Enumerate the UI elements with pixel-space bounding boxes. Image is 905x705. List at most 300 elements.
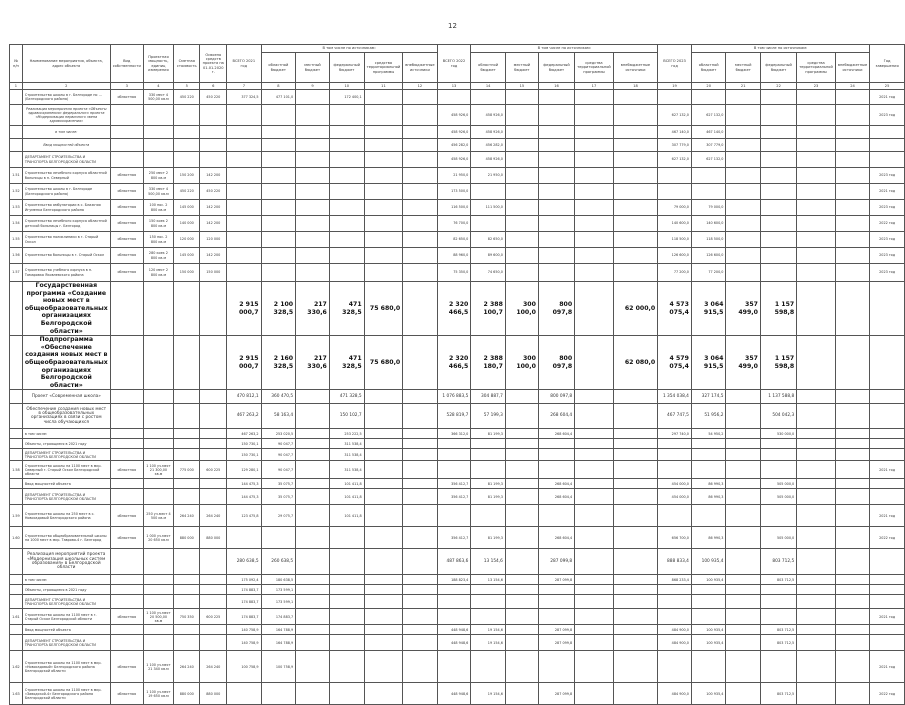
- column-number: 19: [658, 83, 692, 90]
- row-value-cell: 456 282,0: [471, 139, 506, 152]
- row-value-cell: 74 650,0: [471, 264, 506, 282]
- row-value-cell: [471, 449, 506, 461]
- row-info-cell: [110, 575, 143, 585]
- row-value-cell: 35 075,7: [261, 489, 296, 505]
- row-value-cell: [437, 439, 471, 449]
- row-value-cell: [613, 139, 657, 152]
- row-value-cell: [835, 336, 869, 390]
- row-info-cell: [174, 439, 200, 449]
- row-value-cell: 81 199,3: [471, 489, 506, 505]
- row-number-cell: [10, 152, 23, 168]
- table-row: [10, 549, 905, 575]
- row-value-cell: [760, 248, 796, 264]
- row-value-cell: [691, 168, 726, 184]
- row-info-cell: [174, 429, 200, 439]
- row-value-cell: [538, 505, 574, 527]
- row-info-cell: [200, 635, 227, 651]
- row-info-cell: [174, 404, 200, 429]
- row-info-cell: [200, 625, 227, 635]
- row-value-cell: [726, 479, 760, 489]
- table-row: [10, 216, 905, 232]
- row-value-cell: 800 097,8: [538, 282, 574, 336]
- row-value-cell: [364, 184, 403, 200]
- row-value-cell: [505, 449, 538, 461]
- row-name-cell: Строительство больницы в г. Старый Оскол: [22, 248, 110, 264]
- column-number: 1: [10, 83, 23, 90]
- row-value-cell: [575, 575, 614, 585]
- row-value-cell: 803 712,5: [760, 635, 796, 651]
- row-value-cell: [658, 609, 692, 625]
- row-value-cell: [403, 248, 437, 264]
- row-value-cell: [691, 184, 726, 200]
- row-name-cell: Строительство общеобразовательной школы на 1000 мест в мкр. Таврово-4 г. Белгород: [22, 527, 110, 549]
- table-row: [10, 479, 905, 489]
- column-number: 5: [174, 83, 200, 90]
- row-number-cell: [10, 489, 23, 505]
- row-value-cell: [403, 152, 437, 168]
- row-value-cell: [575, 184, 614, 200]
- column-number: 17: [575, 83, 614, 90]
- row-value-cell: 180 638,5: [261, 575, 296, 585]
- row-info-cell: 264 240: [174, 505, 200, 527]
- row-value-cell: [835, 404, 869, 429]
- row-value-cell: [835, 248, 869, 264]
- row-value-cell: [760, 585, 796, 595]
- header-source: областной бюджет: [691, 53, 726, 83]
- row-value-cell: [613, 429, 657, 439]
- row-info-cell: [143, 585, 173, 595]
- row-value-cell: [505, 489, 538, 505]
- row-name-cell: Объекты, строящиеся в 2021 году: [22, 439, 110, 449]
- row-value-cell: 268 604,4: [538, 429, 574, 439]
- row-info-cell: 775 000: [174, 461, 200, 479]
- row-name-cell: Строительство лечебного корпуса областной больницы в п. Северный: [22, 168, 110, 184]
- row-info-cell: [110, 439, 143, 449]
- row-value-cell: 471 328,5: [329, 390, 364, 404]
- row-value-cell: [296, 489, 330, 505]
- row-value-cell: [797, 439, 836, 449]
- row-value-cell: [835, 575, 869, 585]
- row-value-cell: 79 000,0: [658, 200, 692, 216]
- row-info-cell: [200, 390, 227, 404]
- row-value-cell: [613, 216, 657, 232]
- row-value-cell: [296, 609, 330, 625]
- row-value-cell: [726, 184, 760, 200]
- row-value-cell: [296, 575, 330, 585]
- row-value-cell: 100 935,4: [691, 635, 726, 651]
- row-value-cell: 101 411,8: [329, 489, 364, 505]
- table-row: [10, 168, 905, 184]
- row-value-cell: [505, 575, 538, 585]
- row-value-cell: [760, 505, 796, 527]
- row-value-cell: 77 200,0: [658, 264, 692, 282]
- row-info-cell: [174, 575, 200, 585]
- header-source: местный бюджет: [296, 53, 330, 83]
- row-value-cell: [471, 505, 506, 527]
- row-number-cell: [10, 625, 23, 635]
- row-info-cell: [143, 635, 173, 651]
- row-value-cell: [364, 575, 403, 585]
- row-value-cell: 253 222,5: [329, 429, 364, 439]
- row-value-cell: [505, 683, 538, 705]
- row-value-cell: [505, 168, 538, 184]
- row-value-cell: 81 199,3: [471, 429, 506, 439]
- column-number: 11: [364, 83, 403, 90]
- row-value-cell: 366 312,0: [437, 429, 471, 439]
- row-value-cell: [726, 575, 760, 585]
- row-number-cell: [10, 390, 23, 404]
- table-row: [10, 429, 905, 439]
- row-value-cell: [505, 139, 538, 152]
- row-value-cell: [296, 168, 330, 184]
- row-number-cell: [10, 439, 23, 449]
- row-info-cell: [174, 152, 200, 168]
- row-number-cell: [10, 595, 23, 609]
- row-value-cell: 144 475,3: [227, 479, 261, 489]
- row-value-cell: [364, 216, 403, 232]
- row-value-cell: [613, 585, 657, 595]
- row-value-cell: 2 388 100,7: [471, 282, 506, 336]
- row-info-cell: 750 350: [174, 609, 200, 625]
- row-value-cell: [575, 683, 614, 705]
- row-info-cell: [110, 479, 143, 489]
- column-number: 25: [870, 83, 905, 90]
- row-name-cell: ДЕПАРТАМЕНТ СТРОИТЕЛЬСТВА И ТРАНСПОРТА БЕЛГОРОДСКОЙ ОБЛАСТИ: [22, 449, 110, 461]
- row-value-cell: 888 833,4: [658, 549, 692, 575]
- row-year-cell: [870, 479, 905, 489]
- row-value-cell: 111 500,0: [471, 200, 506, 216]
- header-source: местный бюджет: [726, 53, 760, 83]
- row-info-cell: 880 000: [174, 527, 200, 549]
- row-value-cell: [726, 527, 760, 549]
- row-value-cell: [403, 683, 437, 705]
- row-value-cell: 268 604,4: [538, 479, 574, 489]
- row-value-cell: 172 400,1: [329, 90, 364, 105]
- row-value-cell: [575, 595, 614, 609]
- row-value-cell: 140 600,0: [658, 216, 692, 232]
- row-value-cell: [835, 282, 869, 336]
- row-value-cell: [613, 232, 657, 248]
- row-value-cell: [658, 439, 692, 449]
- row-value-cell: [538, 264, 574, 282]
- row-info-cell: [143, 139, 173, 152]
- row-value-cell: [471, 585, 506, 595]
- row-value-cell: [760, 105, 796, 126]
- row-value-cell: [835, 585, 869, 595]
- row-value-cell: [437, 651, 471, 683]
- row-number-cell: [10, 126, 23, 139]
- row-value-cell: [364, 609, 403, 625]
- row-value-cell: [797, 461, 836, 479]
- row-value-cell: 458 926,0: [471, 105, 506, 126]
- table-body: [10, 83, 905, 705]
- row-value-cell: 174 883,7: [227, 609, 261, 625]
- row-value-cell: [691, 505, 726, 527]
- row-value-cell: 21 950,0: [437, 168, 471, 184]
- row-value-cell: 458 926,0: [471, 152, 506, 168]
- row-name-cell: Строительство школы на 1100 мест в мкр. «Новосадовый» Белгородского района Белгородской области: [22, 651, 110, 683]
- row-value-cell: [364, 585, 403, 595]
- row-value-cell: 13 154,6: [471, 549, 506, 575]
- row-value-cell: 800 097,8: [538, 390, 574, 404]
- row-value-cell: [797, 585, 836, 595]
- column-numbers-row: [10, 83, 905, 90]
- row-value-cell: [613, 479, 657, 489]
- row-value-cell: 377 324,5: [227, 90, 261, 105]
- row-value-cell: 268 604,4: [538, 527, 574, 549]
- row-value-cell: [726, 439, 760, 449]
- row-number-cell: [10, 404, 23, 429]
- row-value-cell: [403, 216, 437, 232]
- row-name-cell: в том числе:: [22, 429, 110, 439]
- row-value-cell: 627 132,0: [691, 152, 726, 168]
- row-value-cell: [403, 549, 437, 575]
- column-number: 9: [296, 83, 330, 90]
- row-number-cell: 1.60: [10, 527, 23, 549]
- row-name-cell: Ввод мощностей объекта: [22, 479, 110, 489]
- row-name-cell: Строительство школы на 1100 мест в г. Старый Оскол Белгородской области: [22, 609, 110, 625]
- row-value-cell: [726, 505, 760, 527]
- row-info-cell: [143, 489, 173, 505]
- row-value-cell: [505, 479, 538, 489]
- row-number-cell: [10, 336, 23, 390]
- row-value-cell: 89 600,0: [471, 248, 506, 264]
- row-value-cell: [296, 439, 330, 449]
- row-value-cell: [658, 595, 692, 609]
- row-info-cell: [174, 282, 200, 336]
- row-value-cell: [329, 200, 364, 216]
- row-year-cell: 2022 год: [870, 683, 905, 705]
- row-number-cell: [10, 90, 23, 105]
- row-value-cell: [658, 168, 692, 184]
- row-number-cell: [10, 549, 23, 575]
- row-value-cell: 140 600,0: [691, 216, 726, 232]
- row-number-cell: 1.53: [10, 200, 23, 216]
- row-value-cell: [261, 683, 296, 705]
- row-value-cell: [835, 139, 869, 152]
- row-value-cell: [505, 527, 538, 549]
- header-source: средства территориальной программы: [364, 53, 403, 83]
- row-value-cell: [364, 126, 403, 139]
- row-value-cell: [575, 126, 614, 139]
- row-value-cell: [403, 489, 437, 505]
- row-value-cell: [658, 651, 692, 683]
- row-value-cell: [403, 390, 437, 404]
- row-value-cell: [575, 609, 614, 625]
- row-value-cell: 530 000,0: [760, 429, 796, 439]
- row-year-cell: 2022 год: [870, 216, 905, 232]
- row-value-cell: [835, 549, 869, 575]
- row-value-cell: [613, 390, 657, 404]
- row-value-cell: 268 604,4: [538, 404, 574, 429]
- row-info-cell: [110, 336, 143, 390]
- row-info-cell: [143, 439, 173, 449]
- row-info-cell: 880 000: [200, 527, 227, 549]
- table-row: [10, 595, 905, 609]
- row-value-cell: [726, 390, 760, 404]
- row-value-cell: [613, 90, 657, 105]
- header-source: местный бюджет: [505, 53, 538, 83]
- row-value-cell: [726, 429, 760, 439]
- row-value-cell: [797, 479, 836, 489]
- column-number: 7: [227, 83, 261, 90]
- row-value-cell: [261, 139, 296, 152]
- row-value-cell: 164 788,9: [261, 635, 296, 651]
- row-value-cell: [613, 439, 657, 449]
- row-value-cell: [726, 461, 760, 479]
- row-value-cell: [329, 152, 364, 168]
- row-year-cell: 2021 год: [870, 505, 905, 527]
- row-info-cell: 250 мест 2 800 кв.м: [143, 168, 173, 184]
- row-value-cell: [505, 461, 538, 479]
- row-value-cell: [403, 625, 437, 635]
- row-info-cell: [200, 439, 227, 449]
- row-info-cell: 264 240: [174, 651, 200, 683]
- row-value-cell: [613, 683, 657, 705]
- column-number: 14: [471, 83, 506, 90]
- row-value-cell: [575, 489, 614, 505]
- row-value-cell: [538, 232, 574, 248]
- row-year-cell: 2023 год: [870, 200, 905, 216]
- row-info-cell: 1 100 уч.мест 20 500,00 кв.м: [143, 609, 173, 625]
- row-info-cell: [174, 489, 200, 505]
- row-value-cell: 62 080,0: [613, 336, 657, 390]
- header-num: № п/п: [10, 45, 23, 83]
- row-value-cell: [505, 90, 538, 105]
- row-value-cell: 297 740,0: [658, 429, 692, 439]
- row-value-cell: [613, 635, 657, 651]
- row-info-cell: 450 220: [200, 184, 227, 200]
- row-value-cell: [403, 635, 437, 651]
- row-value-cell: 81 199,3: [471, 479, 506, 489]
- row-info-cell: [200, 139, 227, 152]
- row-year-cell: [870, 595, 905, 609]
- row-value-cell: 77 200,0: [691, 264, 726, 282]
- row-value-cell: [505, 200, 538, 216]
- row-info-cell: [174, 595, 200, 609]
- row-value-cell: [261, 216, 296, 232]
- row-value-cell: [797, 404, 836, 429]
- row-value-cell: 505 000,0: [760, 527, 796, 549]
- row-value-cell: [613, 264, 657, 282]
- row-value-cell: [505, 184, 538, 200]
- row-value-cell: [261, 264, 296, 282]
- row-value-cell: 307 779,0: [691, 139, 726, 152]
- row-value-cell: 4 573 075,4: [658, 282, 692, 336]
- row-value-cell: 470 812,1: [227, 390, 261, 404]
- row-value-cell: [364, 90, 403, 105]
- row-year-cell: 2023 год: [870, 105, 905, 126]
- table-row: [10, 282, 905, 336]
- row-value-cell: [760, 152, 796, 168]
- row-value-cell: [296, 585, 330, 595]
- row-value-cell: [505, 404, 538, 429]
- row-value-cell: [726, 595, 760, 609]
- row-value-cell: [227, 139, 261, 152]
- row-value-cell: 174 883,7: [227, 595, 261, 609]
- header-ownership: Вид собственности: [110, 45, 143, 83]
- row-value-cell: [726, 126, 760, 139]
- row-info-cell: [143, 105, 173, 126]
- row-value-cell: [296, 527, 330, 549]
- row-value-cell: [505, 505, 538, 527]
- row-value-cell: 75 680,0: [364, 282, 403, 336]
- row-value-cell: [760, 595, 796, 609]
- row-year-cell: 2021 год: [870, 651, 905, 683]
- row-value-cell: [364, 404, 403, 429]
- row-info-cell: 450 220: [200, 90, 227, 105]
- column-number: 2: [22, 83, 110, 90]
- row-value-cell: [296, 683, 330, 705]
- row-value-cell: [329, 585, 364, 595]
- row-value-cell: [575, 635, 614, 651]
- row-value-cell: 100 758,9: [261, 651, 296, 683]
- row-value-cell: [575, 390, 614, 404]
- row-value-cell: 13 154,6: [471, 575, 506, 585]
- row-value-cell: 101 411,8: [329, 479, 364, 489]
- column-number: 22: [760, 83, 796, 90]
- row-number-cell: 1.61: [10, 609, 23, 625]
- row-number-cell: 1.54: [10, 216, 23, 232]
- row-value-cell: [329, 549, 364, 575]
- row-value-cell: [261, 126, 296, 139]
- table-row: [10, 625, 905, 635]
- row-value-cell: [658, 184, 692, 200]
- row-info-cell: [200, 126, 227, 139]
- row-name-cell: Строительство амбулатории в с. Ближняя Игуменка Белгородского района: [22, 200, 110, 216]
- row-value-cell: [296, 505, 330, 527]
- row-value-cell: [575, 105, 614, 126]
- row-value-cell: [835, 609, 869, 625]
- row-info-cell: 1 000 уч.мест 20 650 кв.м: [143, 527, 173, 549]
- row-value-cell: [403, 461, 437, 479]
- row-value-cell: 287 099,8: [538, 575, 574, 585]
- row-value-cell: [296, 184, 330, 200]
- row-value-cell: 123 475,8: [227, 505, 261, 527]
- row-info-cell: [110, 429, 143, 439]
- header-completion-year: Год завершения: [870, 45, 905, 83]
- row-value-cell: 456 282,0: [437, 139, 471, 152]
- row-value-cell: [538, 184, 574, 200]
- row-value-cell: 90 047,7: [261, 449, 296, 461]
- row-info-cell: [110, 152, 143, 168]
- row-value-cell: [797, 527, 836, 549]
- row-value-cell: [403, 264, 437, 282]
- row-value-cell: [538, 126, 574, 139]
- row-value-cell: 188 823,4: [437, 575, 471, 585]
- row-value-cell: [538, 585, 574, 595]
- row-info-cell: областная: [110, 683, 143, 705]
- row-value-cell: 458 926,0: [471, 126, 506, 139]
- row-value-cell: [505, 216, 538, 232]
- row-value-cell: [227, 152, 261, 168]
- row-value-cell: 300 100,0: [505, 336, 538, 390]
- row-value-cell: 2 388 180,7: [471, 336, 506, 390]
- row-info-cell: [110, 449, 143, 461]
- row-value-cell: [575, 461, 614, 479]
- row-value-cell: [403, 90, 437, 105]
- row-value-cell: [797, 651, 836, 683]
- row-info-cell: 150 200: [174, 168, 200, 184]
- row-info-cell: [110, 282, 143, 336]
- row-value-cell: [691, 439, 726, 449]
- row-value-cell: [471, 461, 506, 479]
- row-value-cell: [835, 651, 869, 683]
- row-value-cell: [691, 595, 726, 609]
- row-value-cell: [227, 232, 261, 248]
- row-value-cell: [329, 635, 364, 651]
- row-value-cell: [505, 585, 538, 595]
